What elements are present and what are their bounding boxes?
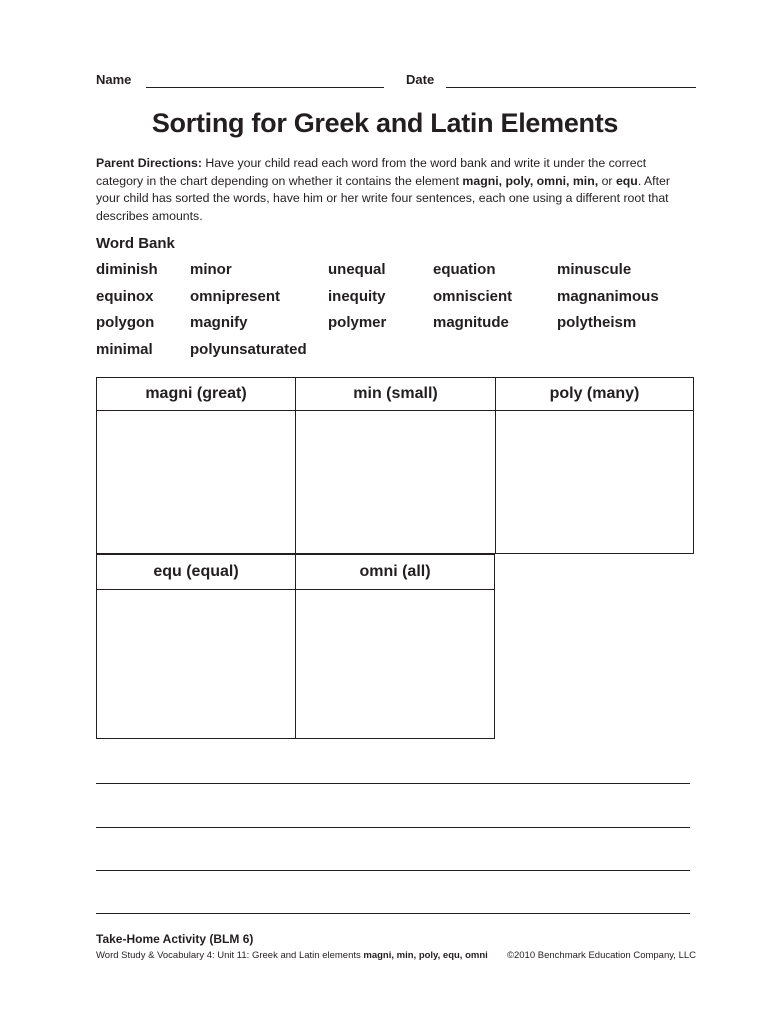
sentence-line-1[interactable] [96,783,690,784]
word-bank-word: diminish [96,261,158,278]
word-bank-word: minuscule [557,261,632,278]
word-bank-word: omnipresent [190,288,281,305]
directions-lead: Parent Directions: [96,156,202,170]
header-divider [97,410,295,411]
word-bank-word: magnitude [433,314,509,331]
word-bank-title: Word Bank [96,235,175,252]
word-bank-word: inequity [328,288,386,305]
footer-activity: Take-Home Activity (BLM 6) [96,932,254,946]
chart-column-poly[interactable] [495,377,694,554]
word-bank-word: polytheism [557,314,637,331]
sentence-line-2[interactable] [96,827,690,828]
word-bank-word: polyunsaturated [190,341,307,358]
name-field[interactable] [146,87,384,88]
directions-text-2: . After your child has sorted the words, have him or her write four sentences, each one using a different root that describes amounts. [96,173,670,223]
directions-or: or [598,173,616,188]
word-bank-word: polymer [328,314,387,331]
sentence-line-3[interactable] [96,870,690,871]
chart-column-equ[interactable] [96,554,296,739]
header-divider [496,410,693,411]
word-bank-word: minor [190,261,232,278]
date-field[interactable] [446,87,696,88]
parent-directions [96,155,696,225]
directions-equ: equ [615,173,638,188]
header-divider [296,589,494,590]
footer-copyright: ©2010 Benchmark Education Company, LLC [506,950,696,961]
word-bank-word: equinox [96,288,154,305]
page-title: Sorting for Greek and Latin Elements [151,108,619,138]
word-bank-word: minimal [96,341,153,358]
word-bank-word: equation [433,261,496,278]
chart-header-magni: magni (great) [145,385,247,402]
word-bank-word: magnanimous [557,288,659,305]
footer-unit [96,950,488,961]
chart-column-omni[interactable] [295,554,495,739]
chart-header-min: min (small) [353,385,438,402]
word-bank-word: unequal [328,261,386,278]
date-label: Date [406,72,435,87]
sorting-chart [96,377,694,739]
chart-column-magni[interactable] [96,377,296,554]
header-divider [97,589,295,590]
footer-unit-elements: magni, min, poly, equ, omni [363,950,488,961]
chart-header-omni: omni (all) [359,563,431,580]
name-label: Name [96,72,132,87]
footer-unit-text: Word Study & Vocabulary 4: Unit 11: Greek and Latin elements [96,950,364,961]
word-bank-word: omniscient [433,288,513,305]
word-bank-word: polygon [96,314,155,331]
header-divider [296,410,495,411]
chart-header-poly: poly (many) [549,385,640,402]
word-bank-word: magnify [190,314,248,331]
directions-elements: magni, poly, omni, min, [462,173,599,188]
directions-text-1: Have your child read each word from the word bank and write it under the correct category in the chart depending on whether it contains the element [96,156,647,188]
chart-column-min[interactable] [295,377,496,554]
sentence-line-4[interactable] [96,913,690,914]
chart-header-equ: equ (equal) [153,563,239,580]
name-date-row [96,70,696,92]
